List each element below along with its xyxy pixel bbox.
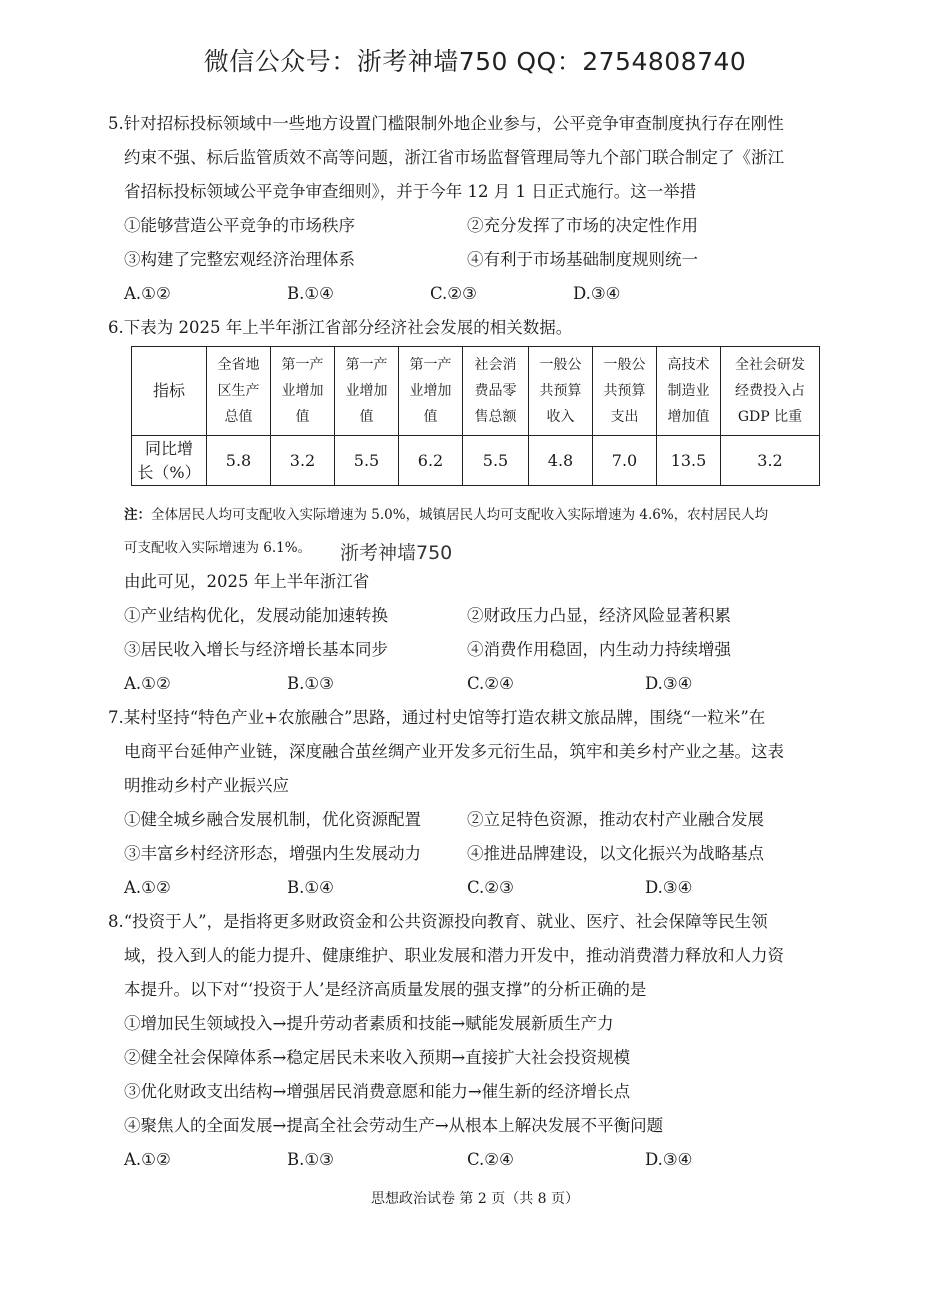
q7-choice-3: ③丰富乡村经济形态，增强内生发展动力 [124,844,421,863]
table-cell: 5.5 [463,436,529,486]
table-cell: 7.0 [593,436,657,486]
table-column-header: 全社会研发 经费投入占 GDP 比重 [721,347,820,436]
q5-choice-2: ②充分发挥了市场的决定性作用 [467,216,698,235]
q6-answer-b: B.①③ [287,674,334,693]
q6-choice-3: ③居民收入增长与经济增长基本同步 [124,640,388,659]
table-cell: 3.2 [271,436,335,486]
table-cell: 5.5 [335,436,399,486]
table-column-header: 高技术 制造业 增加值 [657,347,721,436]
watermark-text: 浙考神墙750 [340,542,453,564]
q6-choice-4: ④消费作用稳固，内生动力持续增强 [467,640,731,659]
table-cell: 5.8 [207,436,271,486]
q7-answer-c: C.②③ [467,878,514,897]
q5-choice-4: ④有利于市场基础制度规则统一 [467,250,698,269]
q6-stem: 6.下表为 2025 年上半年浙江省部分经济社会发展的相关数据。 [108,318,573,337]
page-header: 微信公众号：浙考神墙750 QQ：2754808740 [203,47,747,76]
table-row-label: 同比增 长（%） [132,436,207,486]
table-cell: 13.5 [657,436,721,486]
q6-note-line-1: 注：全体居民人均可支配收入实际增速为 5.0%，城镇居民人均可支配收入实际增速为 4.6%，农村居民人均 [124,507,769,523]
table-column-header: 社会消 费品零 售总额 [463,347,529,436]
q5-answer-d: D.③④ [573,284,621,303]
table-column-header: 第一产 业增加 值 [335,347,399,436]
q5-choice-1: ①能够营造公平竞争的市场秩序 [124,216,355,235]
q8-answer-a: A.①② [124,1150,171,1169]
q6-lead: 由此可见，2025 年上半年浙江省 [124,572,370,591]
q6-answer-d: D.③④ [645,674,693,693]
q6-choice-2: ②财政压力凸显，经济风险显著积累 [467,606,731,625]
table-header-label: 指标 [132,347,207,436]
q8-choice-4: ④聚焦人的全面发展→提高全社会劳动生产→从根本上解决发展不平衡问题 [124,1116,664,1135]
q7-answer-b: B.①④ [287,878,334,897]
table-column-header: 一般公 共预算 支出 [593,347,657,436]
q5-stem-line-2: 约束不强、标后监管质效不高等问题，浙江省市场监督管理局等九个部门联合制定了《浙江 [124,148,784,167]
q5-answer-a: A.①② [124,284,171,303]
q7-choice-4: ④推进品牌建设，以文化振兴为战略基点 [467,844,764,863]
q6-choice-1: ①产业结构优化，发展动能加速转换 [124,606,388,625]
q8-stem-line-1: 8.“投资于人”，是指将更多财政资金和公共资源投向教育、就业、医疗、社会保障等民生领 [108,912,768,931]
q5-stem-line-1: 5.针对招标投标领域中一些地方设置门槛限制外地企业参与，公平竞争审查制度执行存在刚性 [108,114,784,133]
q8-choice-1: ①增加民生领域投入→提升劳动者素质和技能→赋能发展新质生产力 [124,1014,614,1033]
q8-stem-line-3: 本提升。以下对“‘投资于人’是经济高质量发展的强支撑”的分析正确的是 [124,980,647,999]
q8-answer-c: C.②④ [467,1150,514,1169]
table-cell: 6.2 [399,436,463,486]
q6-data-table [131,346,820,486]
q8-choice-2: ②健全社会保障体系→稳定居民未来收入预期→直接扩大社会投资规模 [124,1048,631,1067]
q7-stem-line-2: 电商平台延伸产业链，深度融合茧丝绸产业开发多元衍生品，筑牢和美乡村产业之基。这表 [124,742,784,761]
note-label: 注： [124,507,151,523]
q7-stem-line-3: 明推动乡村产业振兴应 [124,776,289,795]
q6-answer-a: A.①② [124,674,171,693]
page-footer: 思想政治试卷 第 2 页（共 8 页） [370,1191,580,1207]
q7-stem-line-1: 7.某村坚持“特色产业+农旅融合”思路，通过村史馆等打造农耕文旅品牌，围绕“一粒米”在 [108,708,766,727]
q7-answer-a: A.①② [124,878,171,897]
q7-choice-2: ②立足特色资源，推动农村产业融合发展 [467,810,764,829]
q6-note-line-2: 可支配收入实际增速为 6.1%。 [124,540,312,556]
q8-choice-3: ③优化财政支出结构→增强居民消费意愿和能力→催生新的经济增长点 [124,1082,631,1101]
q8-answer-d: D.③④ [645,1150,693,1169]
q7-answer-d: D.③④ [645,878,693,897]
q5-choice-3: ③构建了完整宏观经济治理体系 [124,250,355,269]
table-column-header: 第一产 业增加 值 [271,347,335,436]
q8-answer-b: B.①③ [287,1150,334,1169]
q5-answer-c: C.②③ [430,284,477,303]
q5-stem-line-3: 省招标投标领域公平竞争审查细则》，并于今年 12 月 1 日正式施行。这一举措 [124,182,697,201]
q6-answer-c: C.②④ [467,674,514,693]
table-cell: 3.2 [721,436,820,486]
q7-choice-1: ①健全城乡融合发展机制，优化资源配置 [124,810,421,829]
table-column-header: 全省地 区生产 总值 [207,347,271,436]
table-cell: 4.8 [529,436,593,486]
table-column-header: 一般公 共预算 收入 [529,347,593,436]
table-column-header: 第一产 业增加 值 [399,347,463,436]
q8-stem-line-2: 域，投入到人的能力提升、健康维护、职业发展和潜力开发中，推动消费潜力释放和人力资 [124,946,784,965]
q5-answer-b: B.①④ [287,284,334,303]
